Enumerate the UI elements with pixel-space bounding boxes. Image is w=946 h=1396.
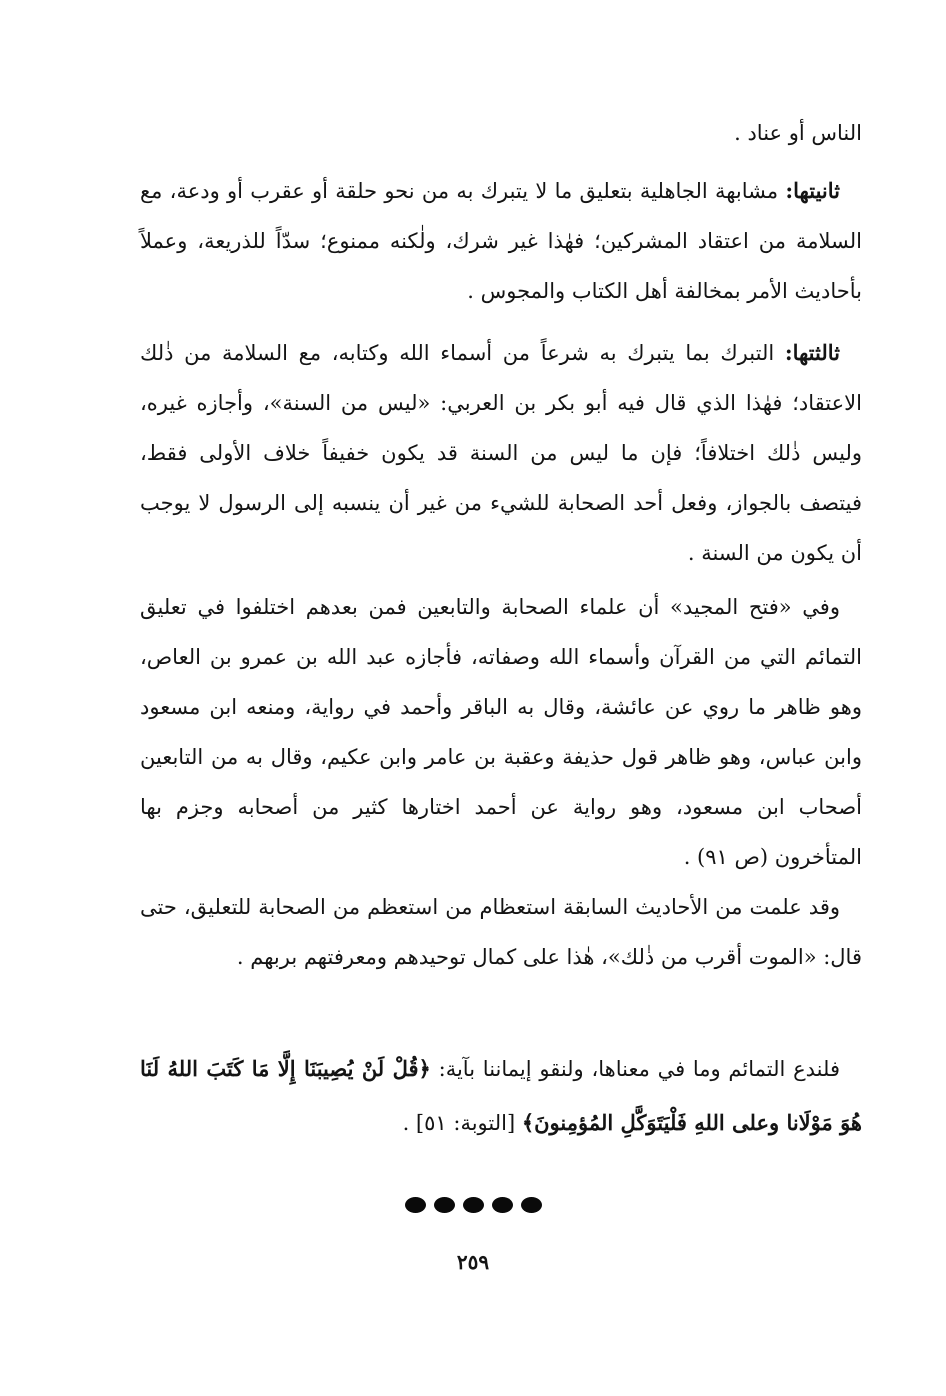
paragraph-companions <box>140 882 862 982</box>
separator-dot <box>405 1197 426 1213</box>
paragraph-third <box>140 328 862 578</box>
separator-dot <box>463 1197 484 1213</box>
separator-dot <box>434 1197 455 1213</box>
paragraph-text: وفي «فتح المجيد» أن علماء الصحابة والتابعين فمن بعدهم اختلفوا في تعليق التمائم التي من القرآن وأسماء الله وصفاته، فأجازه عبد الله بن عمرو بن العاص، وهو ظاهر ما روي عن عائشة، وقال به الباقر وأحمد في رواية، ومنعه ابن مسعود وابن عباس، وهو ظاهر قول حذيفة وعقبة بن عامر وابن عكيم، وقال به من التابعين أصحاب ابن مسعود، وهو رواية عن أحمد اختارها كثير من أصحابه وجزم بها المتأخرون (ص ٩١) . <box>140 595 862 869</box>
paragraph-fath-al-majid <box>140 582 862 882</box>
paragraph-intro: فلندع التمائم وما في معناها، ولنقو إيماننا بآية: <box>430 1057 841 1081</box>
paragraph-second <box>140 166 862 316</box>
paragraph-text: التبرك بما يتبرك به شرعاً من أسماء الله وكتابه، مع السلامة من ذٰلك الاعتقاد؛ فهٰذا الذي قال فيه أبو بكر بن العربي: «ليس من السنة»، وأجازه غيره، وليس ذٰلك اختلافاً؛ فإن ما ليس من السنة قد يكون خفيفاً خلاف الأولى فقط، فيتصف بالجواز، وفعل أحد الصحابة للشيء من غير أن ينسبه إلى الرسول لا يوجب أن يكون من السنة . <box>140 341 862 565</box>
paragraph-lead-word: ثالثتها: <box>784 340 840 365</box>
paragraph-text: مشابهة الجاهلية بتعليق ما لا يتبرك به من نحو حلقة أو عقرب أو ودعة، مع السلامة من اعتقاد المشركين؛ فهٰذا غير شرك، ولٰكنه ممنوع؛ سدّاً للذريعة، وعملاً بأحاديث الأمر بمخالفة أهل الكتاب والمجوس . <box>140 179 862 303</box>
paragraph-continuation <box>140 108 862 158</box>
paragraph-text: وقد علمت من الأحاديث السابقة استعظام من استعظم من الصحابة للتعليق، حتى قال: «الموت أقرب من ذٰلك»، هٰذا على كمال توحيدهم ومعرفتهم بربهم . <box>140 895 862 969</box>
separator-dot <box>521 1197 542 1213</box>
page-number: ٢٥٩ <box>456 1250 490 1274</box>
paragraph-conclusion <box>140 1042 862 1150</box>
section-separator <box>0 1197 946 1213</box>
separator-dot <box>492 1197 513 1213</box>
quran-verse: ﴿قُلْ لَنْ يُصِيبَنَا إِلَّا مَا كَتَبَ اللهُ لَنَا هُوَ مَوْلَانا وعلى اللهِ فَلْيَتَوَكَّلِ المُؤمِنونَ﴾ <box>140 1056 862 1135</box>
paragraph-text: الناس أو عناد . <box>734 121 862 145</box>
verse-citation: [التوبة: ٥١] . <box>402 1111 522 1135</box>
paragraph-lead-word: ثانيتها: <box>785 178 840 203</box>
